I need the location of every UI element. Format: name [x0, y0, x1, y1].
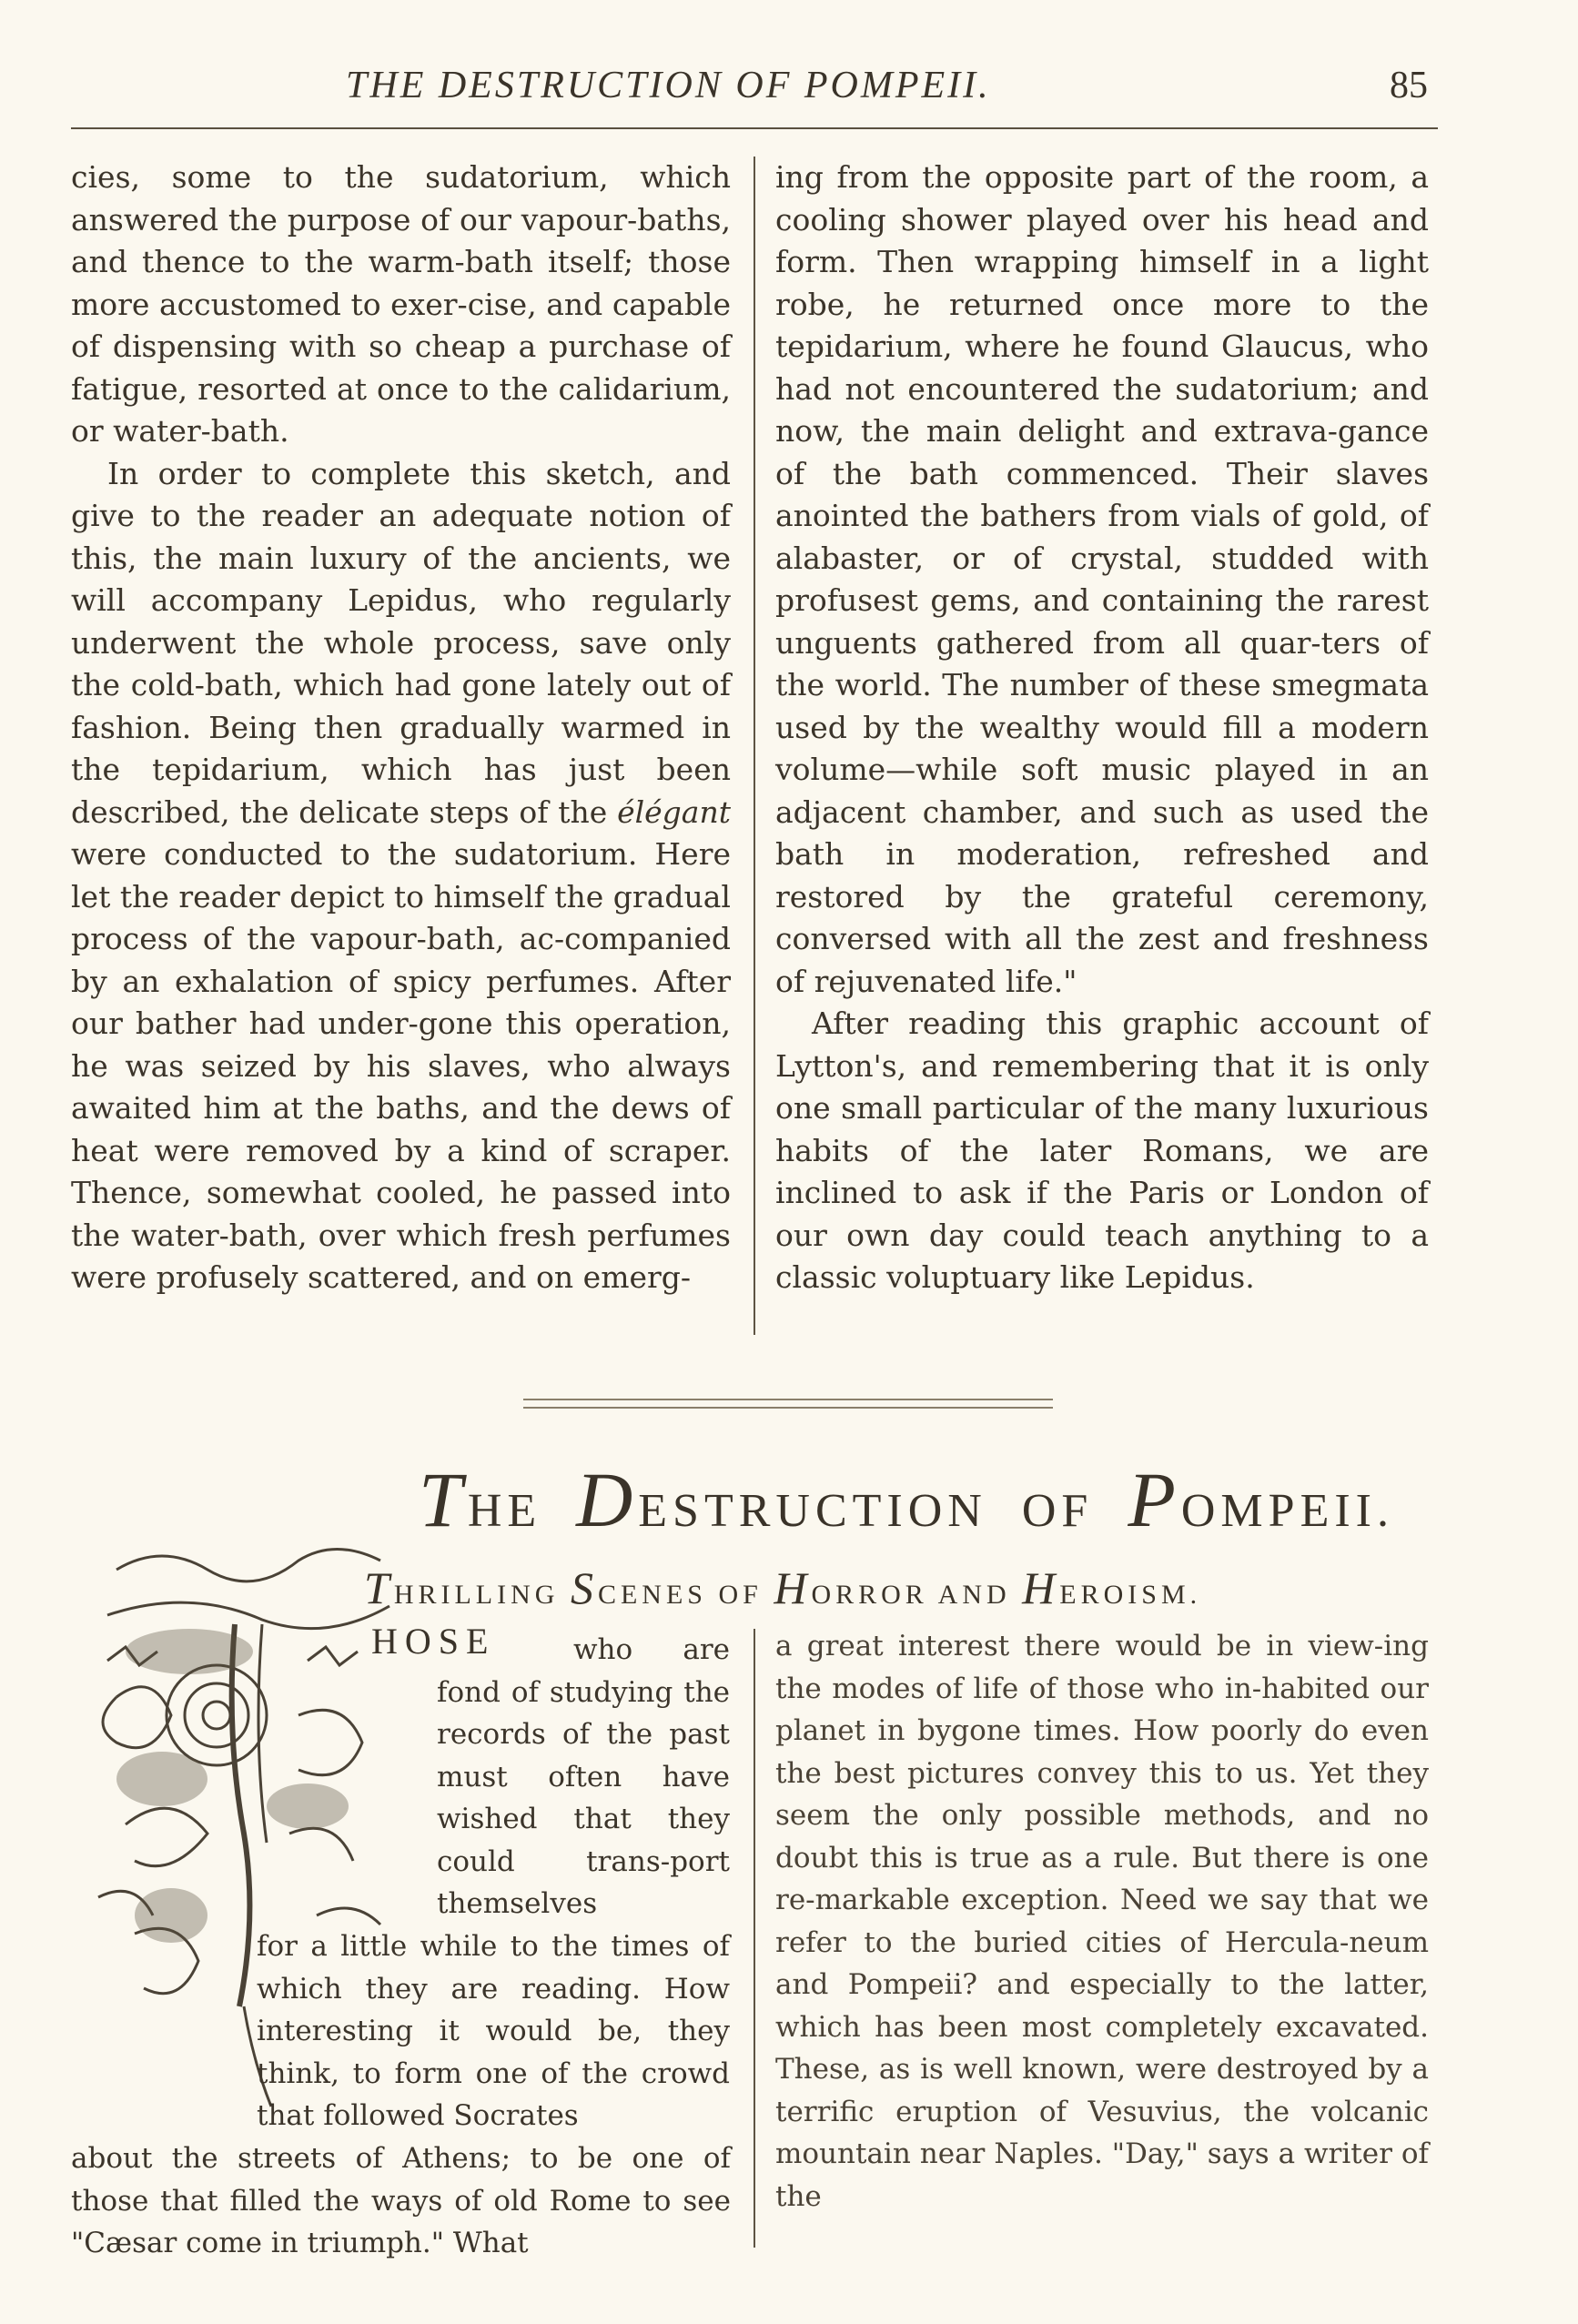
bottom-left-lead: who are fond of studying the records of the past must often have wished that they could trans-port themselves [437, 1633, 730, 1920]
dropcap-rest: HOSE [371, 1621, 496, 1662]
top-left-column [71, 157, 731, 1299]
paragraph-text: were conducted to the sudatorium. Here let the reader depict to himself the gradual process of the vapour-bath, ac-companied by an exhalation of spicy perfumes. After our bather had under-gone this operation, he was seized by his slaves, who always awaited him at the baths, and the dews of heat were removed by a kind of scraper. Thence, somewhat cooled, he passed into the water-bath, over which fresh perfumes were profusely scattered, and on emerg- [71, 836, 731, 1295]
top-right-column [775, 157, 1429, 1299]
bottom-left-tail: about the streets of Athens; to be one of those that filled the ways of old Rome to see "Cæsar come in triumph." What [71, 2142, 731, 2259]
subtitle-cap: T [364, 1562, 394, 1613]
subtitle-word: EROISM. [1059, 1580, 1202, 1610]
bottom-left-mid: for a little while to the times of which they are reading. How interesting it would be, they think, to form one of the crowd that followed Socrates [257, 1930, 730, 2132]
section-title [419, 1456, 1456, 1543]
column-divider [754, 157, 755, 1335]
page-number: 85 [1390, 65, 1428, 106]
italic-word: élégant [617, 793, 731, 830]
section-rule [523, 1399, 1053, 1400]
paragraph: cies, some to the sudatorium, which answered the purpose of our vapour-baths, and thence to the warm-bath itself; those more accustomed to exer-cise, and capable of dispensing with so cheap a purchase of fatigue, resorted at once to the calidarium, or water-bath. [71, 159, 731, 449]
paragraph [71, 453, 731, 1299]
title-word: ESTRUCTION [638, 1485, 987, 1537]
section-subtitle [364, 1561, 1438, 1614]
subtitle-cap: S [570, 1562, 598, 1613]
header-rule [71, 127, 1438, 129]
title-word: HE [467, 1485, 542, 1537]
section-rule [523, 1407, 1053, 1409]
subtitle-word: HRILLING [393, 1580, 560, 1610]
paragraph: After reading this graphic account of Lytton's, and remembering that it is only one small particular of the many luxurious habits of the later Romans, we are inclined to ask if the Paris or London of our own day could teach anything to a classic voluptuary like Lepidus. [775, 1005, 1429, 1295]
title-cap: P [1128, 1456, 1181, 1543]
subtitle-cap: H [1022, 1562, 1060, 1613]
paragraph-text: In order to complete this sketch, and give to the reader an adequate notion of this, the main luxury of the ancients, we will accompany Lepidus, who regularly underwent the whole process, save only the cold-bath, which had gone lately out of fashion. Being then gradually warmed in the tepidarium, which has just been described, the delicate steps of the [71, 455, 731, 830]
bottom-right-column: a great interest there would be in view-ing the modes of life of those who in-habited our planet in bygone times. How poorly do even the best pictures convey this to us. Yet they seem the only possible methods, and no doubt this is true as a rule. But there is one re-markable exception. Need we say that we refer to the buried cities of Hercula-neum and Pompeii? and especially to the latter, which has been most completely excavated. These, as is well known, were destroyed by a terrific eruption of Vesuvius, the volcanic mountain near Naples. "Day," says a writer of the [775, 1630, 1429, 2213]
subtitle-cap: H [774, 1562, 812, 1613]
subtitle-word: ORROR [811, 1580, 928, 1610]
title-cap: D [576, 1456, 639, 1543]
title-cap: T [419, 1456, 468, 1543]
paragraph: ing from the opposite part of the room, a cooling shower played over his head and form. Then wrapping himself in a light robe, he returned once more to the tepidarium, where he found Glaucus, who had not encountered the sudatorium; and now, the main delight and extrava-gance of the bath commenced. Their slaves anointed the bathers from vials of gold, of alabaster, or of crystal, studded with profusest gems, and containing the rarest unguents gathered from all quar-ters of the world. The number of these smegmata used by the wealthy would fill a modern volume—while soft music played in an adjacent chamber, and such as used the bath in moderation, refreshed and restored by the grateful ceremony, conversed with all the zest and freshness of rejuvenated life." [775, 159, 1429, 999]
subtitle-word: CENES [597, 1580, 707, 1610]
column-divider [754, 1629, 755, 2248]
title-word: OF [1021, 1485, 1094, 1537]
running-title: THE DESTRUCTION OF POMPEII. [346, 65, 991, 106]
running-head [0, 64, 1578, 118]
subtitle-word: OF [718, 1580, 763, 1610]
title-word: OMPEII. [1180, 1485, 1394, 1537]
subtitle-word: AND [937, 1580, 1011, 1610]
